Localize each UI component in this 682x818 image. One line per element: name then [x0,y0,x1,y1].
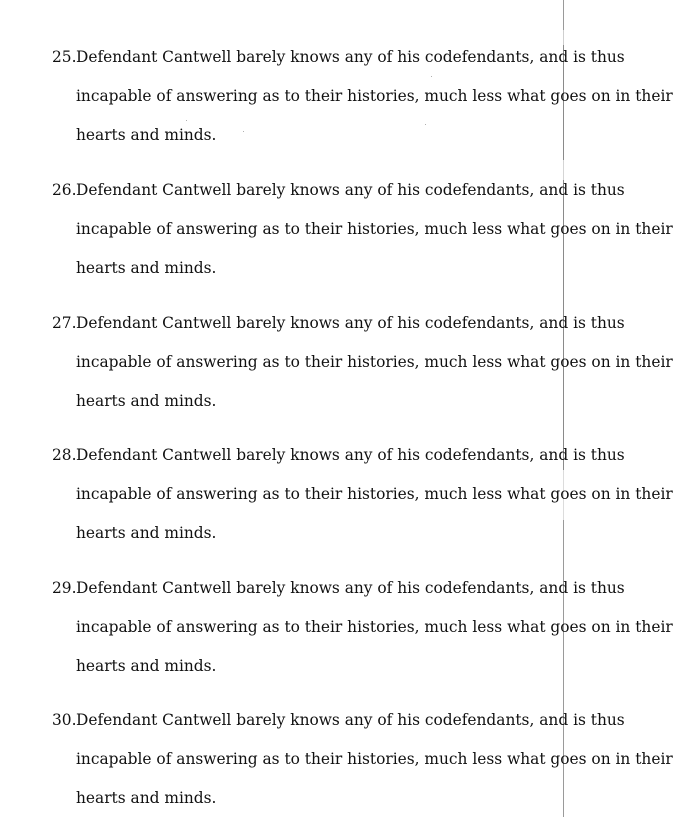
paragraph-text: Defendant Cantwell barely knows any of his codefendants, and is thus [76,446,625,464]
paragraph-number: 27. [52,314,77,332]
paragraph-line: incapable of answering as to their histories, much less what goes on in their [76,87,673,105]
paragraph-line: hearts and minds. [76,259,217,277]
paragraph-text: Defendant Cantwell barely knows any of his codefendants, and is thus [76,579,625,597]
paragraph-line [52,569,652,608]
paragraph-line: incapable of answering as to their histories, much less what goes on in their [76,750,673,768]
paragraph-line: incapable of answering as to their histories, much less what goes on in their [76,220,673,238]
paragraph-line: incapable of answering as to their histories, much less what goes on in their [76,618,673,636]
numbered-paragraph-25 [52,38,673,155]
paragraph-text: Defendant Cantwell barely knows any of his codefendants, and is thus [76,711,625,729]
paragraph-number: 28. [52,446,77,464]
paragraph-line: hearts and minds. [76,524,217,542]
paragraph-line: hearts and minds. [76,392,217,410]
numbered-paragraph-26 [52,171,673,288]
paragraph-line [52,38,652,77]
paragraph-text: Defendant Cantwell barely knows any of his codefendants, and is thus [76,48,625,66]
paragraph-line: hearts and minds. [76,789,217,807]
paragraph-number: 29. [52,579,77,597]
paragraph-text: Defendant Cantwell barely knows any of his codefendants, and is thus [76,314,625,332]
paragraph-number: 25. [52,48,77,66]
paragraph-line: incapable of answering as to their histories, much less what goes on in their [76,485,673,503]
paragraph-line: incapable of answering as to their histories, much less what goes on in their [76,353,673,371]
paragraph-text: Defendant Cantwell barely knows any of his codefendants, and is thus [76,181,625,199]
paragraph-number: 26. [52,181,77,199]
numbered-paragraph-30 [52,701,673,818]
numbered-paragraph-29 [52,569,673,686]
paragraph-line [52,701,652,740]
numbered-paragraph-28 [52,436,673,553]
paragraph-line [52,436,652,475]
paragraph-line: hearts and minds. [76,657,217,675]
paragraph-line [52,304,652,343]
paragraph-line: hearts and minds. [76,126,217,144]
paragraph-number: 30. [52,711,77,729]
paragraph-line [52,171,652,210]
numbered-paragraph-27 [52,304,673,421]
